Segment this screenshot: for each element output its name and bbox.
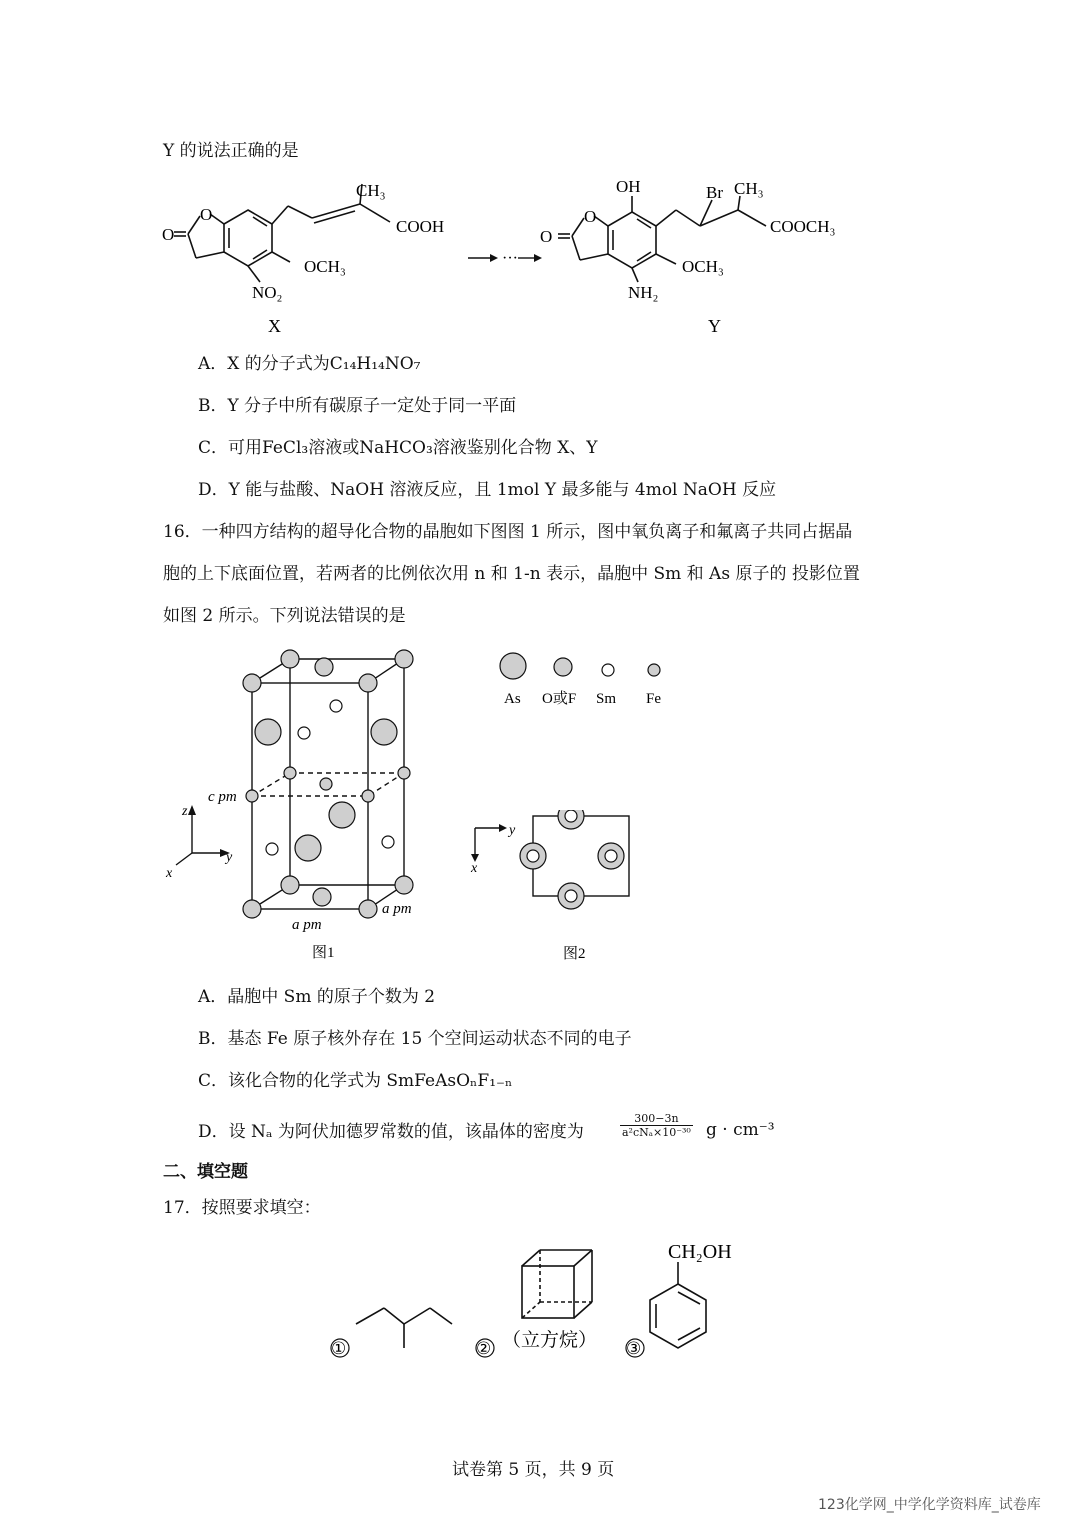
- q16-option-b: B．基态 Fe 原子核外存在 15 个空间运动状态不同的电子: [198, 1029, 632, 1049]
- x-cooh: COOH: [396, 217, 445, 236]
- q17-mark-1: ①: [331, 1339, 347, 1358]
- legend-as: As: [504, 691, 521, 707]
- q16-option-d: [198, 1121, 584, 1143]
- q17-mark-2: ②: [476, 1339, 492, 1358]
- x-label: X: [268, 316, 281, 336]
- x-och3: OCH₃: [304, 257, 346, 276]
- q16-option-c: C．该化合物的化学式为 SmFeAsOₙF₁₋ₙ: [198, 1071, 513, 1091]
- y-oh: OH: [616, 177, 641, 196]
- legend-o-or-f: O或F: [542, 691, 577, 707]
- fig1-c-label: c pm: [208, 789, 237, 805]
- density-denominator: a²cNₐ×10⁻³⁰: [622, 1126, 691, 1139]
- x-no2: NO₂: [252, 283, 283, 302]
- y-och3: OCH₃: [682, 257, 724, 276]
- q17-text: 17．按照要求填空：: [163, 1198, 321, 1218]
- q16-line-1: 16．一种四方结构的超导化合物的晶胞如下图图 1 所示，图中氧负离子和氟离子共同占据晶: [163, 522, 853, 542]
- legend-sm: Sm: [596, 691, 617, 707]
- fig1-axis-x: x: [166, 866, 173, 881]
- q15-intro: Y 的说法正确的是: [163, 141, 299, 161]
- section-2-title: 二、填空题: [163, 1162, 248, 1182]
- figure-1-unit-cell: [160, 645, 460, 965]
- q16-option-d-text: D．设 Nₐ 为阿伏加德罗常数的值，该晶体的密度为: [198, 1122, 584, 1142]
- fig1-axis-y: y: [226, 850, 233, 865]
- q17-structures: [320, 1230, 780, 1370]
- legend-fe: Fe: [646, 691, 661, 707]
- ch2oh-label: CH₂OH: [668, 1241, 732, 1263]
- y-ch3: CH₃: [734, 179, 764, 198]
- q17-mark-3: ③: [626, 1339, 642, 1358]
- page-footer: 试卷第 5 页，共 9 页: [452, 1460, 615, 1480]
- x-ch3: CH₃: [356, 181, 386, 200]
- q16-line-3: 如图 2 所示。下列说法错误的是: [163, 606, 406, 626]
- fig1-axis-z: z: [182, 804, 188, 819]
- y-o-carbonyl: O: [540, 227, 553, 246]
- q15-option-d: D．Y 能与盐酸、NaOH 溶液反应，且 1mol Y 最多能与 4mol NaOH 反应: [198, 480, 777, 500]
- density-unit: g · cm⁻³: [706, 1120, 775, 1140]
- density-numerator: 300−3n: [620, 1112, 693, 1126]
- structure-y: [528, 170, 868, 380]
- y-o-ring: O: [584, 207, 597, 226]
- q15-option-c: C．可用FeCl₃溶液或NaHCO₃溶液鉴别化合物 X、Y: [198, 438, 598, 458]
- svg-text:···: ···: [502, 250, 518, 267]
- fig1-a-label-bottom: a pm: [292, 917, 322, 933]
- fig2-axis-y: y: [509, 823, 516, 838]
- density-fraction: [620, 1112, 693, 1139]
- fig1-caption: 图1: [312, 945, 335, 961]
- x-o-carbonyl: O: [162, 225, 175, 244]
- fig2-caption: 图2: [563, 946, 586, 960]
- fig2-axis-x: x: [471, 861, 478, 876]
- watermark: 123化学网_中学化学资料库_试卷库: [818, 1497, 1041, 1513]
- q15-option-b: B．Y 分子中所有碳原子一定处于同一平面: [198, 396, 517, 416]
- y-nh2: NH₂: [628, 283, 659, 302]
- q15-option-a: A．X 的分子式为C₁₄H₁₄NO₇: [198, 354, 421, 374]
- figure-legend: [490, 648, 690, 718]
- q16-option-a: A．晶胞中 Sm 的原子个数为 2: [198, 987, 436, 1007]
- y-cooch3: COOCH₃: [770, 217, 836, 236]
- fig1-a-label-right: a pm: [382, 901, 412, 917]
- figure-2-projection: [465, 810, 665, 960]
- y-br: Br: [706, 183, 723, 202]
- x-o-ring: O: [200, 205, 213, 224]
- q16-line-2: 胞的上下底面位置，若两者的比例依次用 n 和 1-n 表示，晶胞中 Sm 和 As 原子的 投影位置: [163, 564, 860, 584]
- cubane-label: （立方烷）: [502, 1330, 598, 1351]
- y-label: Y: [708, 316, 721, 336]
